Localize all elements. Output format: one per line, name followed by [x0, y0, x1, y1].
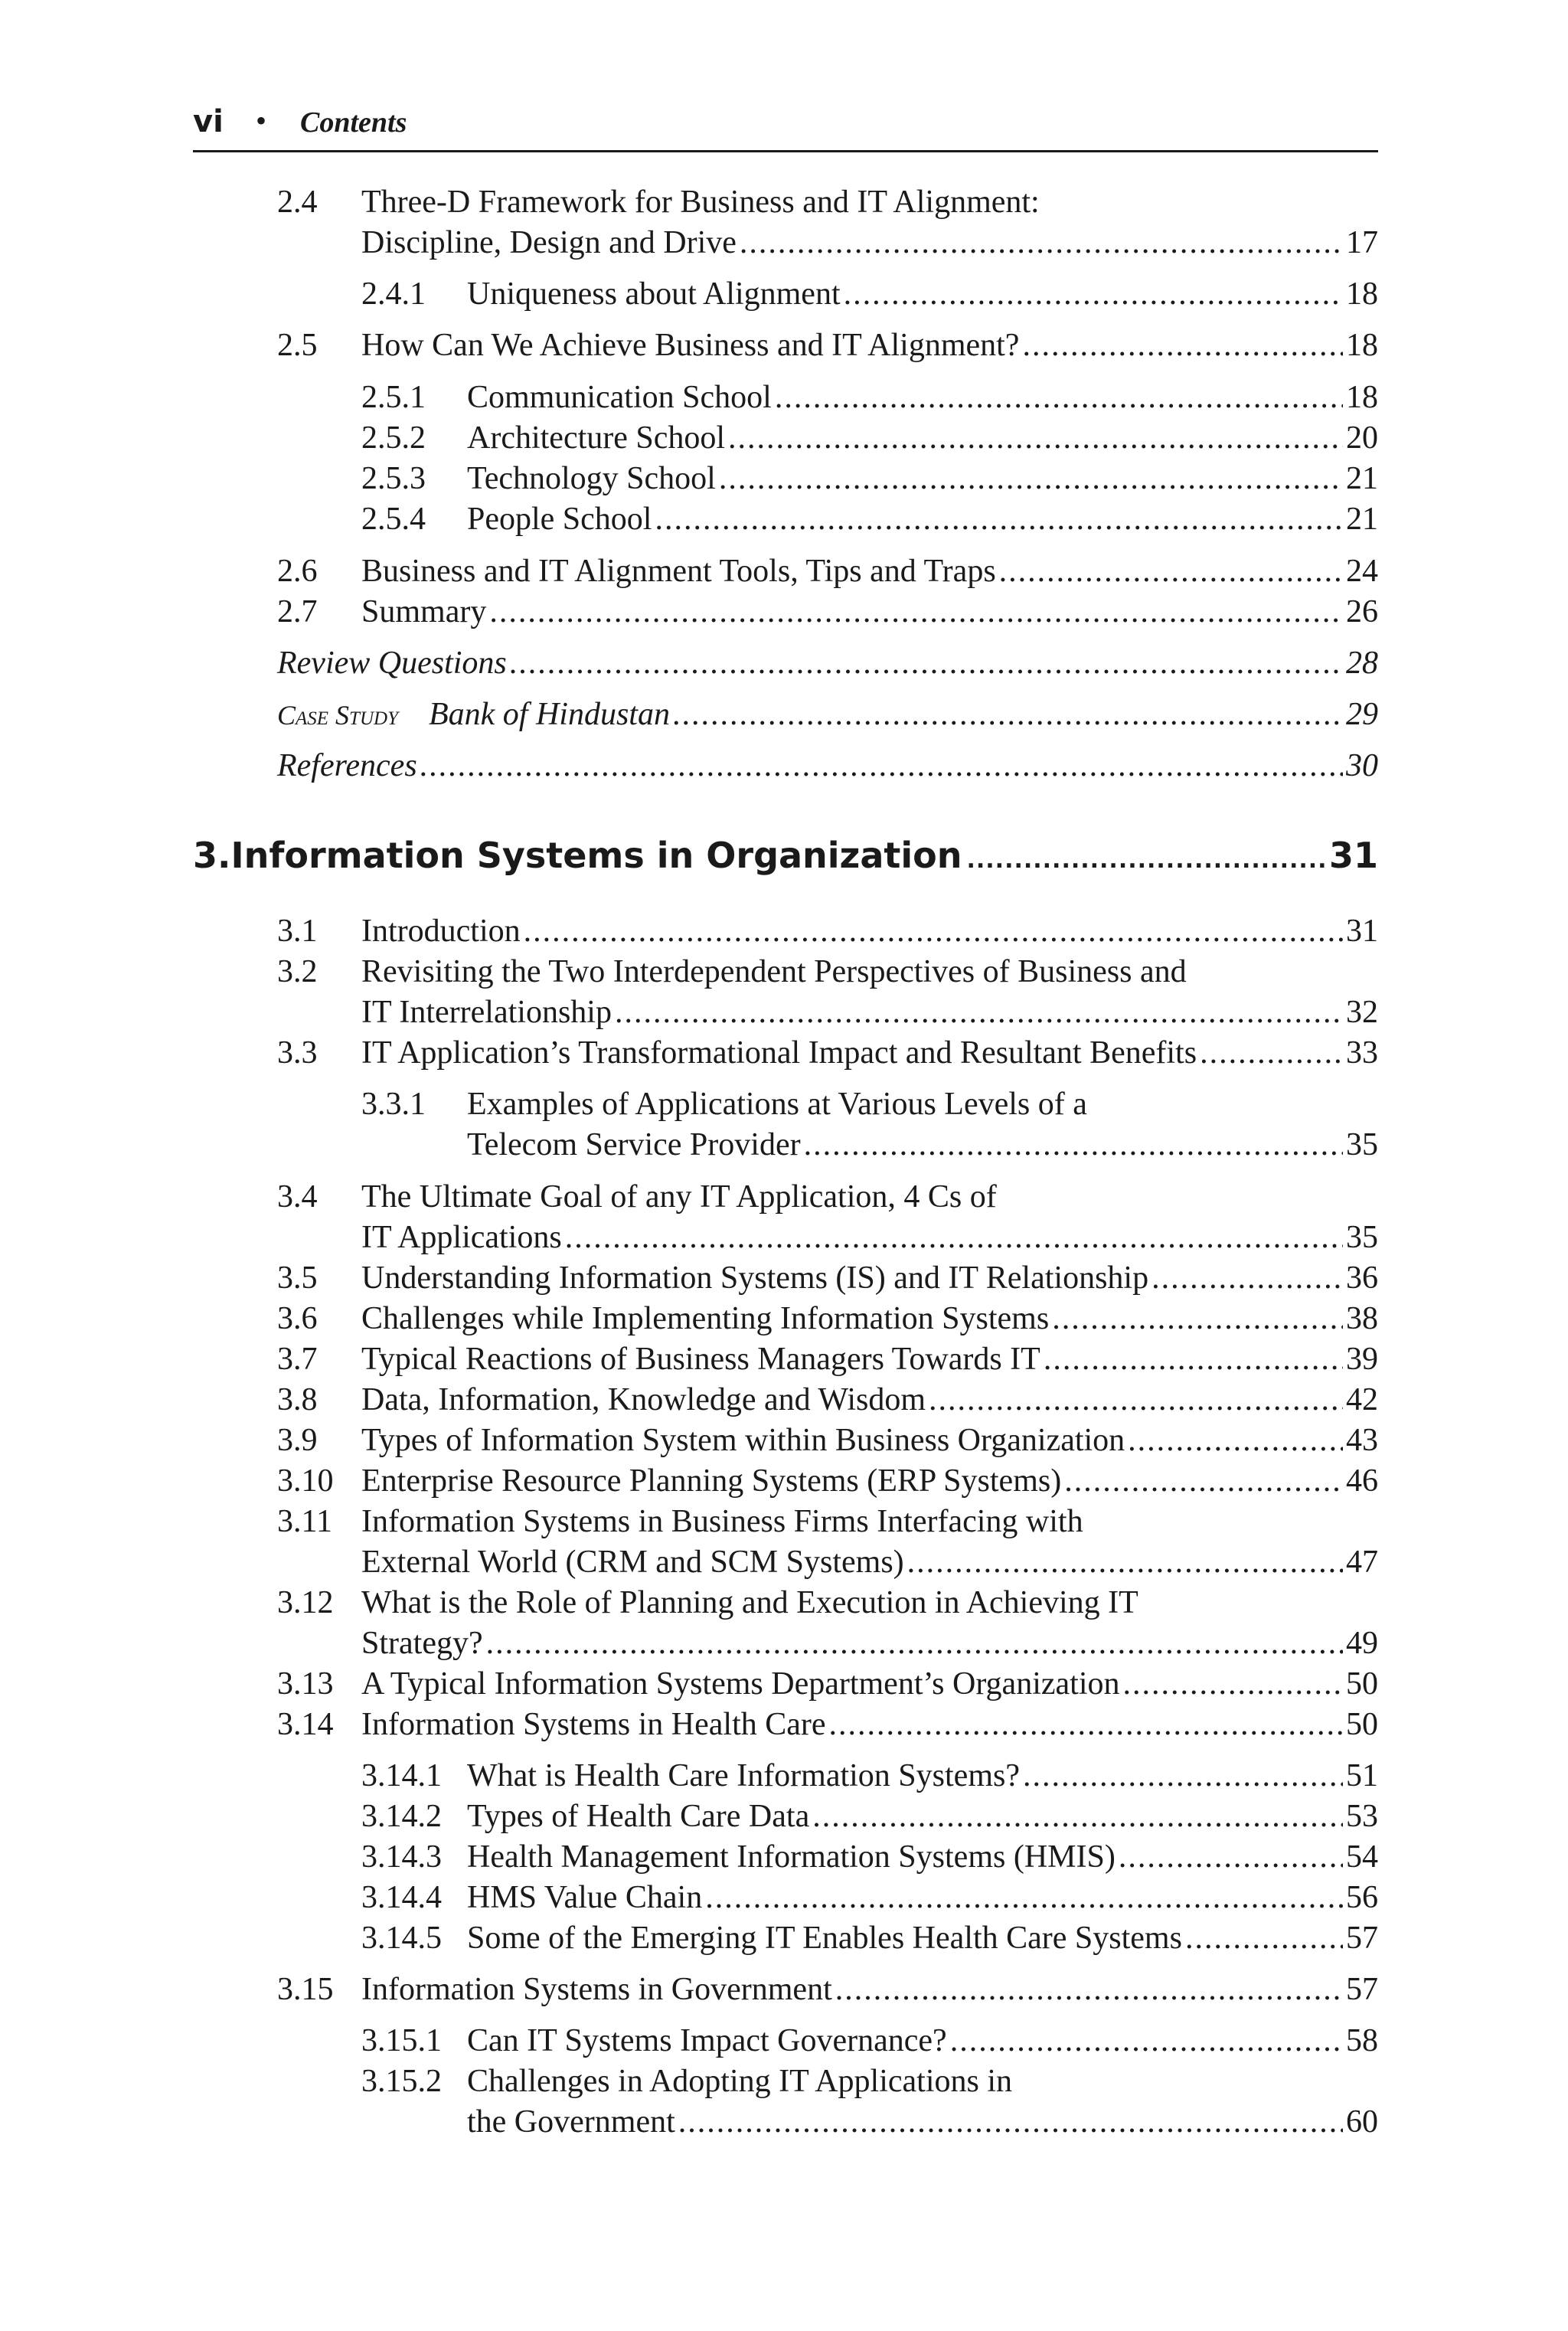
toc-page-number: 21 — [1346, 461, 1378, 496]
toc-entry-title: Technology School — [467, 461, 716, 496]
toc-number: 3.7 — [277, 1342, 318, 1377]
dot-leader — [804, 1125, 1343, 1165]
toc-number: 3.9 — [277, 1423, 318, 1458]
toc-number: 3.5 — [277, 1260, 318, 1296]
dot-leader — [829, 1705, 1343, 1744]
toc-entry[interactable] — [361, 1796, 1378, 1836]
toc-page-number: 39 — [1346, 1342, 1378, 1377]
toc-entry[interactable] — [361, 1878, 1378, 1917]
toc-entry[interactable] — [277, 1970, 1378, 2009]
toc-page-number: 17 — [1346, 225, 1378, 260]
toc-page-number: 32 — [1346, 995, 1378, 1030]
toc-number: 3.14.4 — [361, 1880, 442, 1915]
toc-page-number: 57 — [1346, 1972, 1378, 2007]
chapter-heading[interactable] — [193, 832, 1378, 884]
dot-leader — [740, 223, 1343, 263]
toc-entry-title: External World (CRM and SCM Systems) — [361, 1545, 904, 1580]
toc-page-number: 24 — [1346, 554, 1378, 589]
toc-entry-title: Revisiting the Two Interdependent Perspectives of Business and — [361, 954, 1187, 989]
dot-leader — [812, 1796, 1343, 1836]
dot-leader — [1022, 325, 1343, 365]
toc-entry[interactable] — [361, 992, 1378, 1032]
toc-entry[interactable] — [467, 1125, 1378, 1165]
toc-entry-title: Strategy? — [361, 1626, 483, 1661]
toc-number: 3.14.3 — [361, 1839, 442, 1875]
toc-page-number: 26 — [1346, 594, 1378, 629]
toc-entry[interactable] — [361, 378, 1378, 417]
dot-leader — [673, 695, 1343, 734]
dot-leader — [1064, 1461, 1343, 1501]
dot-leader — [907, 1542, 1343, 1582]
toc-entry[interactable] — [277, 1421, 1378, 1460]
toc-page-number: 56 — [1346, 1880, 1378, 1915]
toc-entry[interactable] — [277, 551, 1378, 591]
toc-number: 2.5.1 — [361, 380, 426, 415]
toc-number: 3.3 — [277, 1035, 318, 1071]
toc-entry[interactable] — [277, 1664, 1378, 1704]
toc-page-number: 46 — [1346, 1463, 1378, 1499]
chapter-page-number: 31 — [1328, 835, 1378, 876]
toc-entry[interactable] — [361, 1918, 1378, 1958]
toc-entry[interactable] — [361, 1623, 1378, 1663]
dot-leader — [486, 1623, 1343, 1663]
toc-entry[interactable] — [361, 223, 1378, 263]
toc-entry-title: Health Management Information Systems (HMIS) — [467, 1839, 1116, 1875]
dot-leader — [1200, 1033, 1343, 1073]
toc-entry[interactable] — [361, 2021, 1378, 2061]
dot-leader — [615, 992, 1343, 1032]
toc-page-number: 36 — [1346, 1260, 1378, 1296]
toc-entry-title: Discipline, Design and Drive — [361, 225, 737, 260]
toc-entry-references[interactable] — [277, 746, 1378, 786]
toc-entry-title: Architecture School — [467, 420, 726, 456]
toc-entry-title: the Government — [467, 2104, 675, 2140]
dot-leader — [565, 1218, 1343, 1257]
toc-number: 3.15.2 — [361, 2064, 442, 2099]
toc-entry-title: Data, Information, Knowledge and Wisdom — [361, 1382, 926, 1417]
toc-page-number: 50 — [1346, 1707, 1378, 1742]
running-header — [193, 101, 1378, 152]
toc-page-number: 29 — [1346, 697, 1378, 732]
chapter-number: 3. — [193, 835, 231, 876]
dot-leader — [510, 643, 1343, 683]
toc-number: 3.15.1 — [361, 2023, 442, 2058]
toc-entry-title: Types of Information System within Business Organization — [361, 1423, 1125, 1458]
toc-entry-title: Can IT Systems Impact Governance? — [467, 2023, 947, 2058]
toc-entry-title: Understanding Information Systems (IS) and IT Relationship — [361, 1260, 1149, 1296]
toc-entry-title: Business and IT Alignment Tools, Tips and Traps — [361, 554, 996, 589]
toc-page-number: 43 — [1346, 1423, 1378, 1458]
dot-leader — [705, 1878, 1343, 1917]
toc-number: 3.2 — [277, 954, 318, 989]
toc-entry-title: The Ultimate Goal of any IT Application, 4 Cs of — [361, 1179, 997, 1215]
toc-entry-title: How Can We Achieve Business and IT Alignment? — [361, 328, 1020, 363]
dot-leader — [719, 459, 1343, 499]
toc-entry-case-study[interactable] — [277, 695, 1378, 735]
toc-entry-title: IT Application’s Transformational Impact and Resultant Benefits — [361, 1035, 1197, 1071]
toc-entry[interactable] — [361, 1218, 1378, 1257]
toc-entry-title: Typical Reactions of Business Managers Towards IT — [361, 1342, 1040, 1377]
page-number: vi — [193, 104, 224, 139]
toc-entry-title: Information Systems in Health Care — [361, 1707, 826, 1742]
toc-number: 3.12 — [277, 1585, 334, 1620]
toc-entry-title: Information Systems in Business Firms Interfacing with — [361, 1504, 1083, 1539]
chapter-title: Information Systems in Organization — [230, 835, 962, 876]
toc-page-number: 18 — [1346, 328, 1378, 363]
dot-leader — [950, 2021, 1343, 2061]
toc-page-number: 47 — [1346, 1545, 1378, 1580]
toc-number: 3.6 — [277, 1301, 318, 1336]
toc-entry[interactable] — [361, 274, 1378, 314]
case-study-label: Case Study — [277, 700, 398, 731]
toc-entry[interactable] — [277, 1380, 1378, 1420]
toc-number: 3.14.1 — [361, 1758, 442, 1793]
toc-entry-title: A Typical Information Systems Department’s Organization — [361, 1666, 1120, 1702]
toc-number: 2.5 — [277, 328, 318, 363]
dot-leader — [678, 2102, 1343, 2142]
toc-page-number: 60 — [1346, 2104, 1378, 2140]
toc-entry-title: IT Interrelationship — [361, 995, 612, 1030]
toc-number: 2.5.3 — [361, 461, 426, 496]
toc-entry-title: Examples of Applications at Various Levels of a — [467, 1087, 1087, 1122]
dot-leader — [844, 274, 1343, 314]
toc-page-number: 33 — [1346, 1035, 1378, 1071]
dot-leader — [524, 911, 1343, 951]
toc-entry[interactable] — [277, 592, 1378, 632]
toc-entry[interactable] — [277, 1258, 1378, 1298]
toc-entry-title: Challenges in Adopting IT Applications in — [467, 2064, 1013, 2099]
toc-page-number: 21 — [1346, 502, 1378, 537]
header-bullet: • — [256, 103, 267, 138]
toc-entry[interactable] — [277, 1299, 1378, 1339]
toc-entry-title: What is the Role of Planning and Execution in Achieving IT — [361, 1585, 1138, 1620]
toc-entry[interactable] — [277, 1033, 1378, 1073]
dot-leader — [728, 418, 1343, 458]
dot-leader — [655, 499, 1343, 539]
toc-entry[interactable] — [361, 459, 1378, 499]
toc-entry[interactable] — [361, 1837, 1378, 1877]
toc-entry[interactable] — [361, 1542, 1378, 1582]
toc-entry-title: HMS Value Chain — [467, 1880, 703, 1915]
dot-leader — [1128, 1421, 1343, 1460]
toc-number: 2.5.4 — [361, 502, 426, 537]
toc-page-number: 35 — [1346, 1127, 1378, 1162]
toc-number: 3.14.5 — [361, 1921, 442, 1956]
toc-entry[interactable] — [277, 1705, 1378, 1744]
toc-entry-title: Introduction — [361, 914, 521, 949]
toc-number: 2.4.1 — [361, 276, 426, 312]
toc-entry-title: Summary — [361, 594, 487, 629]
toc-number: 3.13 — [277, 1666, 334, 1702]
toc-page-number: 42 — [1346, 1382, 1378, 1417]
dot-leader — [929, 1380, 1343, 1420]
toc-number: 2.4 — [277, 185, 318, 220]
toc-number: 3.14 — [277, 1707, 334, 1742]
toc-page-number: 53 — [1346, 1799, 1378, 1834]
toc-number: 3.11 — [277, 1504, 332, 1539]
toc-number: 3.15 — [277, 1972, 334, 2007]
toc-entry-title: Bank of Hindustan — [428, 697, 670, 732]
toc-page-number: 57 — [1346, 1921, 1378, 1956]
dot-leader — [1123, 1664, 1344, 1704]
dot-leader — [1044, 1339, 1343, 1379]
toc-entry-title: Some of the Emerging IT Enables Health Care Systems — [467, 1921, 1182, 1956]
dot-leader — [1152, 1258, 1343, 1298]
toc-entry[interactable] — [467, 2102, 1378, 2142]
toc-number: 3.4 — [277, 1179, 318, 1215]
toc-number: 2.7 — [277, 594, 318, 629]
toc-number: 3.14.2 — [361, 1799, 442, 1834]
toc-entry-title: IT Applications — [361, 1220, 562, 1255]
toc-page-number: 51 — [1346, 1758, 1378, 1793]
toc-entry[interactable] — [361, 1756, 1378, 1796]
toc-number: 3.3.1 — [361, 1087, 426, 1122]
toc-entry-title: Communication School — [467, 380, 772, 415]
toc-entry-title: Challenges while Implementing Information Systems — [361, 1301, 1050, 1336]
dot-leader — [1023, 1756, 1343, 1796]
toc-number: 3.10 — [277, 1463, 334, 1499]
toc-page-number: 31 — [1346, 914, 1378, 949]
toc-entry-title: References — [277, 748, 417, 783]
toc-entry[interactable] — [361, 499, 1378, 539]
toc-number: 3.1 — [277, 914, 318, 949]
toc-entry-title: Telecom Service Provider — [467, 1127, 801, 1162]
toc-entry[interactable] — [361, 418, 1378, 458]
dot-leader — [420, 746, 1343, 786]
toc-entry-title: Review Questions — [277, 646, 507, 681]
toc-page-number: 30 — [1346, 748, 1378, 783]
dot-leader — [966, 838, 1325, 884]
toc-number: 3.8 — [277, 1382, 318, 1417]
toc-page-number: 38 — [1346, 1301, 1378, 1336]
toc-number: 2.6 — [277, 554, 318, 589]
toc-entry-title: Information Systems in Government — [361, 1972, 832, 2007]
toc-entry[interactable] — [277, 1461, 1378, 1501]
toc-entry-title: Types of Health Care Data — [467, 1799, 810, 1834]
dot-leader — [835, 1970, 1343, 2009]
toc-entry-title: People School — [467, 502, 652, 537]
dot-leader — [999, 551, 1343, 591]
toc-page-number: 20 — [1346, 420, 1378, 456]
header-title: Contents — [300, 106, 407, 139]
toc-page-number: 49 — [1346, 1626, 1378, 1661]
toc-entry-review[interactable] — [277, 643, 1378, 683]
toc-entry-title: Three-D Framework for Business and IT Alignment: — [361, 185, 1040, 220]
toc-entry[interactable] — [277, 1339, 1378, 1379]
dot-leader — [1185, 1918, 1343, 1958]
toc-number: 2.5.2 — [361, 420, 426, 456]
toc-entry[interactable] — [277, 911, 1378, 951]
toc-entry[interactable] — [277, 325, 1378, 365]
dot-leader — [1052, 1299, 1343, 1339]
toc-entry-title: Enterprise Resource Planning Systems (ERP Systems) — [361, 1463, 1062, 1499]
toc-page-number: 54 — [1346, 1839, 1378, 1875]
toc-page-number: 28 — [1346, 646, 1378, 681]
toc-page-number: 18 — [1346, 276, 1378, 312]
toc-page-number: 35 — [1346, 1220, 1378, 1255]
toc-entry-title: What is Health Care Information Systems? — [467, 1758, 1020, 1793]
toc-page-number: 50 — [1346, 1666, 1378, 1702]
toc-entry-title: Uniqueness about Alignment — [467, 276, 841, 312]
dot-leader — [489, 592, 1343, 632]
dot-leader — [775, 378, 1343, 417]
dot-leader — [1119, 1837, 1343, 1877]
toc-page-number: 18 — [1346, 380, 1378, 415]
toc-page-number: 58 — [1346, 2023, 1378, 2058]
